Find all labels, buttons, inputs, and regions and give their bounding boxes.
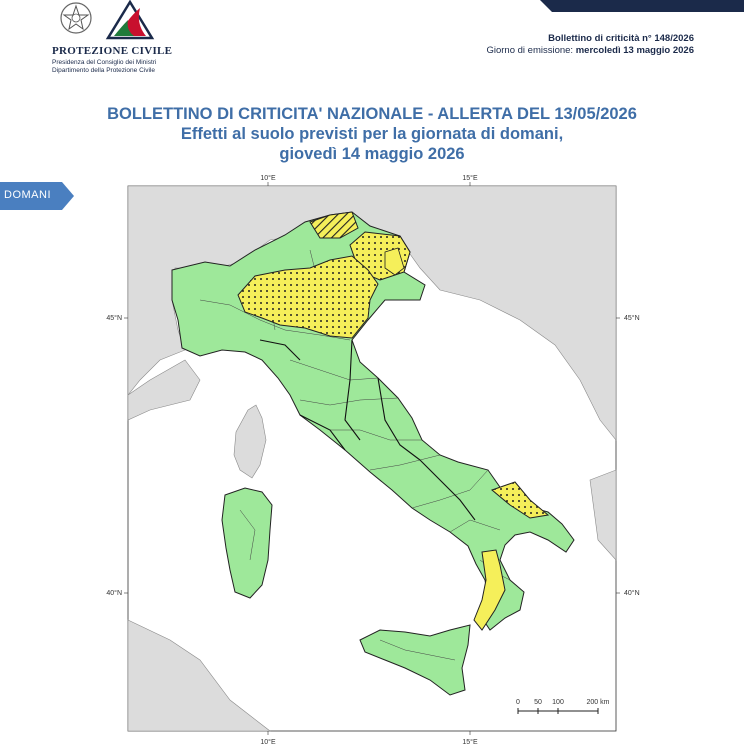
page-subtitle-1: Effetti al suolo previsti per la giornata di domani,: [180, 125, 564, 143]
page-title: BOLLETTINO DI CRITICITA' NAZIONALE - ALLERTA DEL 13/05/2026: [107, 105, 637, 123]
org-subtitle-2: Dipartimento della Protezione Civile: [52, 67, 155, 74]
org-subtitle-1: Presidenza del Consiglio dei Ministri: [52, 59, 157, 66]
domani-tab-label[interactable]: DOMANI: [4, 189, 51, 201]
scale-label-100: 100: [552, 699, 564, 706]
lat-tick-left-40: 40°N: [106, 590, 122, 597]
lon-tick-top-15: 15°E: [462, 175, 478, 182]
lat-tick-right-45: 45°N: [624, 315, 640, 322]
emission-label: Giorno di emissione:: [486, 45, 574, 56]
lon-tick-top-10: 10°E: [260, 175, 276, 182]
scale-label-0: 0: [516, 699, 520, 706]
civil-protection-triangle-icon: [108, 2, 152, 38]
scale-label-200: 200 km: [586, 699, 610, 706]
alert-map: [0, 168, 744, 749]
emission-date: mercoledì 13 maggio 2026: [575, 45, 694, 56]
emission-date-line: [486, 45, 694, 56]
bulletin-number: Bollettino di criticità n° 148/2026: [548, 33, 694, 44]
scale-label-50: 50: [534, 699, 542, 706]
lon-tick-bottom-10: 10°E: [260, 739, 276, 746]
republic-emblem-icon: [61, 3, 91, 33]
page-subtitle-2: giovedì 14 maggio 2026: [279, 145, 465, 163]
org-name: PROTEZIONE CIVILE: [52, 45, 173, 57]
lon-tick-bottom-15: 15°E: [462, 739, 478, 746]
lat-tick-right-40: 40°N: [624, 590, 640, 597]
lat-tick-left-45: 45°N: [106, 315, 122, 322]
